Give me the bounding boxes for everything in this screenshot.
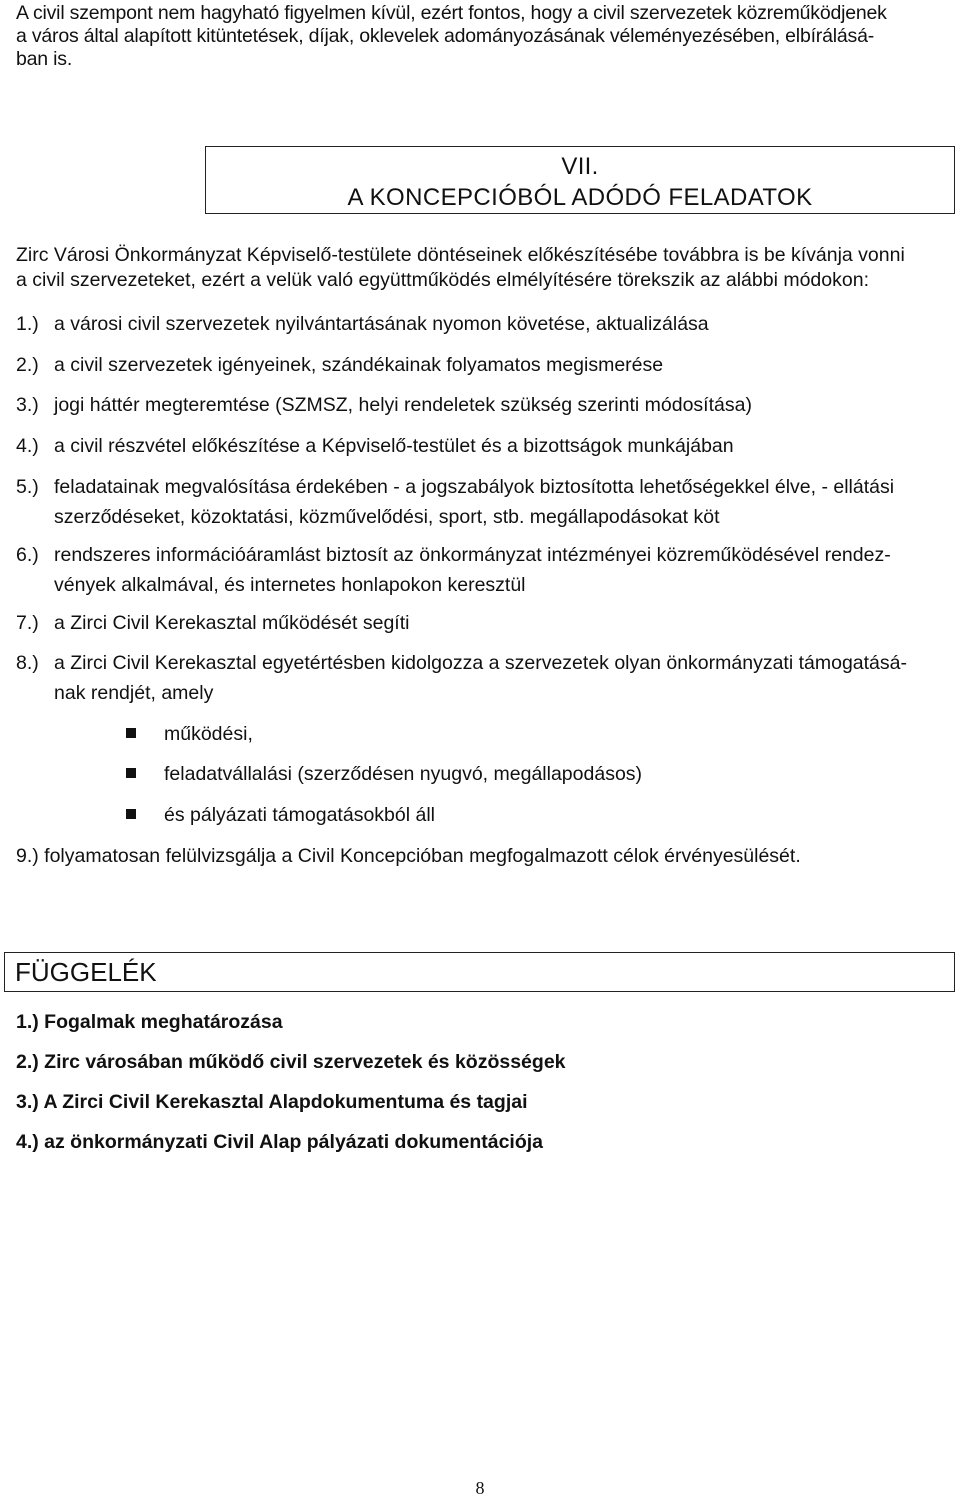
intro-paragraph xyxy=(16,2,946,71)
item-text: a városi civil szervezetek nyilvántartásának nyomon követése, aktualizálása xyxy=(54,313,709,335)
lead-line: a civil szervezeteket, ezért a velük való együttműködés elmélyítésére törekszik az alábbi módokon: xyxy=(16,269,869,291)
item-text: feladatainak megvalósítása érdekében - a jogszabályok biztosította lehetőségekkel élve, - ellátási xyxy=(54,476,895,498)
intro-line: ban is. xyxy=(16,48,73,70)
bullet-text: és pályázati támogatásokból áll xyxy=(164,804,435,826)
section-number: VII. xyxy=(561,153,599,180)
item-number: 5.) xyxy=(16,476,39,498)
item-text: nak rendjét, amely xyxy=(54,682,214,704)
lead-line: Zirc Városi Önkormányzat Képviselő-testülete döntéseinek előkészítésébe továbbra is be kívánja vonni xyxy=(16,244,905,266)
list-item-9: 9.) folyamatosan felülvizsgálja a Civil Koncepcióban megfogalmazott célok érvényesülését. xyxy=(16,845,801,867)
lead-paragraph xyxy=(16,243,946,293)
square-bullet-icon xyxy=(126,728,136,738)
bullet-text: működési, xyxy=(164,723,253,745)
page-number: 8 xyxy=(475,1478,485,1498)
appendix-item: 1.) Fogalmak meghatározása xyxy=(16,1011,283,1033)
intro-line: a város által alapított kitüntetések, díjak, oklevelek adományozásának véleményezésében, elbírálásá- xyxy=(16,25,875,47)
item-number: 3.) xyxy=(16,394,39,416)
intro-line: A civil szempont nem hagyható figyelmen kívül, ezért fontos, hogy a civil szervezetek közreműködjenek xyxy=(16,2,887,24)
appendix-item: 2.) Zirc városában működő civil szervezetek és közösségek xyxy=(16,1051,566,1073)
item-text: a Zirci Civil Kerekasztal működését segíti xyxy=(54,612,410,634)
appendix-item: 3.) A Zirci Civil Kerekasztal Alapdokumentuma és tagjai xyxy=(16,1091,528,1113)
item-number: 6.) xyxy=(16,544,39,566)
section-title: A KONCEPCIÓBÓL ADÓDÓ FELADATOK xyxy=(347,184,813,211)
item-number: 4.) xyxy=(16,435,39,457)
bullet-text: feladatvállalási (szerződésen nyugvó, megállapodásos) xyxy=(164,763,643,785)
item-number: 1.) xyxy=(16,313,39,335)
item-text: szerződéseket, közoktatási, közművelődési, sport, stb. megállapodásokat köt xyxy=(54,506,720,528)
item-text: rendszeres információáramlást biztosít az önkormányzat intézményei közreműködésével rendez- xyxy=(54,544,891,566)
appendix-title: FÜGGELÉK xyxy=(15,957,157,987)
item-number: 2.) xyxy=(16,354,39,376)
item-text: jogi háttér megteremtése (SZMSZ, helyi rendeletek szükség szerinti módosítása) xyxy=(54,394,752,416)
item-text: a Zirci Civil Kerekasztal egyetértésben kidolgozza a szervezetek olyan önkormányzati támogatásá- xyxy=(54,652,907,674)
square-bullet-icon xyxy=(126,768,136,778)
section-heading-box xyxy=(205,146,955,214)
appendix-item: 4.) az önkormányzati Civil Alap pályázati dokumentációja xyxy=(16,1131,544,1153)
item-number: 7.) xyxy=(16,612,39,634)
square-bullet-icon xyxy=(126,809,136,819)
appendix-heading-box xyxy=(4,952,955,992)
item-text: a civil részvétel előkészítése a Képviselő-testület és a bizottságok munkájában xyxy=(54,435,734,457)
item-text: a civil szervezetek igényeinek, szándékainak folyamatos megismerése xyxy=(54,354,664,376)
item-text: vények alkalmával, és internetes honlapokon keresztül xyxy=(54,574,526,596)
item-number: 8.) xyxy=(16,652,39,674)
